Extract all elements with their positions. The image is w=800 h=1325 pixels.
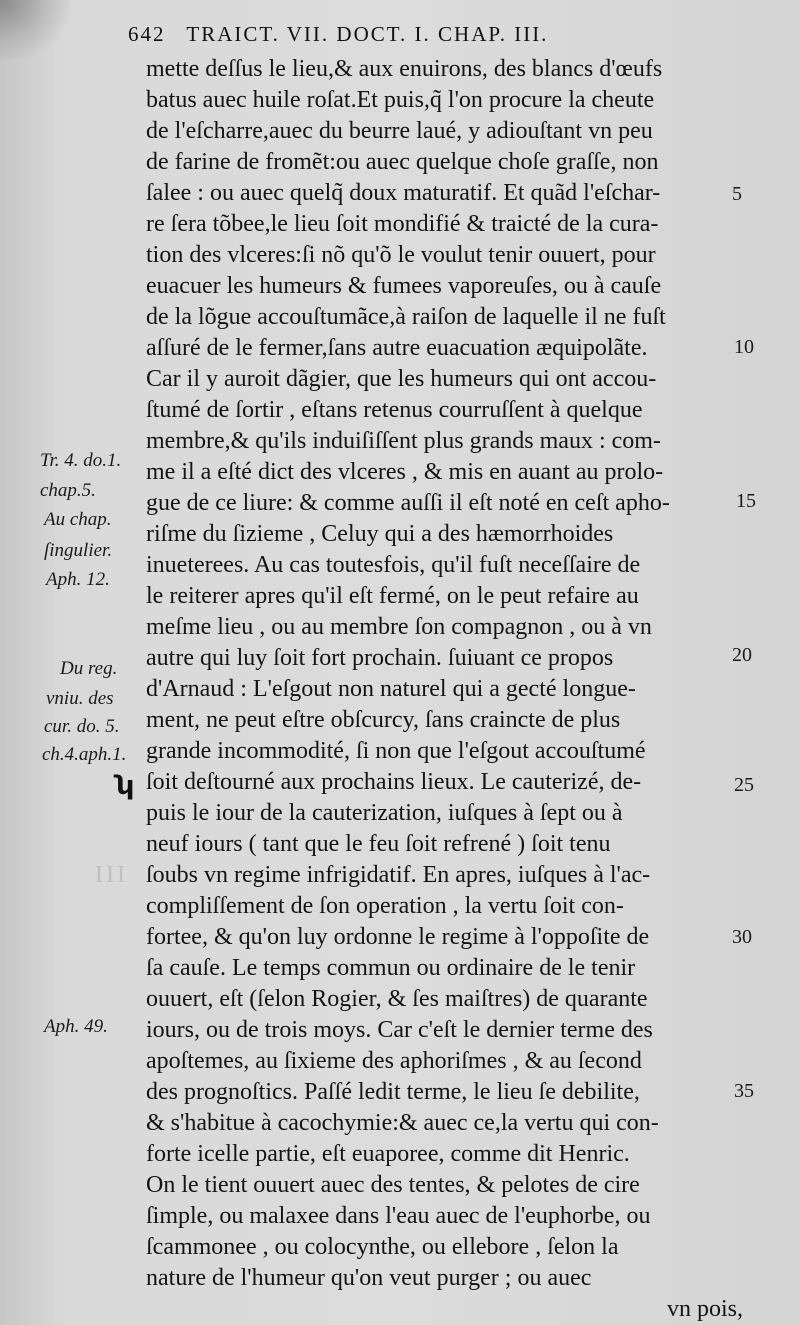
margin-note: Du reg. xyxy=(60,658,118,679)
text-line: batus auec huile roſat.Et puis,q̃ l'on procure la cheute xyxy=(146,87,655,113)
line-number: 30 xyxy=(732,926,752,948)
line-number: 10 xyxy=(734,336,754,358)
margin-note: Aph. 49. xyxy=(44,1016,108,1037)
running-head-title: TRAICT. VII. DOCT. I. CHAP. III. xyxy=(186,22,549,46)
text-line: des prognoſtics. Paſſé ledit terme, le lieu ſe debilite, xyxy=(146,1079,640,1105)
line-number: 5 xyxy=(732,183,742,205)
text-line: riſme du ſizieme , Celuy qui a des hæmorrhoides xyxy=(146,521,614,547)
margin-note: chap.5. xyxy=(40,480,96,501)
margin-note: Tr. 4. do.1. xyxy=(40,450,122,471)
text-line: puis le iour de la cauterization, iuſques à ſept ou à xyxy=(146,800,623,826)
text-line: ſoubs vn regime infrigidatif. En apres, iuſques à l'ac- xyxy=(146,862,651,888)
text-line: On le tient ouuert auec des tentes, & pelotes de cire xyxy=(146,1172,640,1198)
text-line: ſcammonee , ou colocynthe, ou ellebore , ſelon la xyxy=(146,1234,619,1260)
text-line: me il a eſté dict des vlceres , & mis en auant au prolo- xyxy=(146,459,664,485)
text-line: d'Arnaud : L'eſgout non naturel qui a gecté longue- xyxy=(146,676,636,702)
text-line: apoſtemes, au ſixieme des aphoriſmes , & au ſecond xyxy=(146,1048,642,1074)
margin-note: Au chap. xyxy=(44,509,112,530)
text-line: re ſera tõbee,le lieu ſoit mondifié & traicté de la cura- xyxy=(146,211,659,237)
margin-note: ch.4.aph.1. xyxy=(42,744,127,765)
text-line: nature de l'humeur qu'on veut purger ; ou auec xyxy=(146,1265,592,1291)
text-line: fortee, & qu'on luy ordonne le regime à l'oppoſite de xyxy=(146,924,650,950)
page-number: 642 xyxy=(128,22,166,46)
line-number: 35 xyxy=(734,1080,754,1102)
text-line: neuf iours ( tant que le feu ſoit refrené ) ſoit tenu xyxy=(146,831,611,857)
text-line: aſſuré de le fermer,ſans autre euacuation æquipolãte. xyxy=(146,335,648,361)
line-number: 20 xyxy=(732,644,752,666)
show-through-text: III xyxy=(95,862,128,888)
text-line: de l'eſcharre,auec du beurre laué, y adiouſtant vn peu xyxy=(146,118,653,144)
line-number: 15 xyxy=(736,490,756,512)
text-line: iours, ou de trois moys. Car c'eſt le dernier terme des xyxy=(146,1017,653,1043)
text-line: forte icelle partie, eſt euaporee, comme dit Henric. xyxy=(146,1141,630,1167)
text-line: le reiterer apres qu'il eſt fermé, on le peut refaire au xyxy=(146,583,639,609)
handwritten-mark: ʮ xyxy=(116,771,134,801)
text-line: & s'habitue à cacochymie:& auec ce,la vertu qui con- xyxy=(146,1110,659,1136)
text-line: inueterees. Au cas toutesfois, qu'il fuſt neceſſaire de xyxy=(146,552,641,578)
text-line: compliſſement de ſon operation , la vertu ſoit con- xyxy=(146,893,624,919)
text-line: tion des vlceres:ſi nõ qu'õ le voulut tenir ouuert, pour xyxy=(146,242,656,268)
text-line: de farine de fromẽt:ou auec quelque choſe graſſe, non xyxy=(146,149,659,175)
text-line: mette deſſus le lieu,& aux enuirons, des blancs d'œufs xyxy=(146,56,663,82)
text-line: autre qui luy ſoit fort prochain. ſuiuant ce propos xyxy=(146,645,614,671)
text-line: Car il y auroit dãgier, que les humeurs qui ont accou- xyxy=(146,366,657,392)
text-line: ſimple, ou malaxee dans l'eau auec de l'euphorbe, ou xyxy=(146,1203,651,1229)
text-line: vn pois, xyxy=(667,1296,744,1322)
text-line: meſme lieu , ou au membre ſon compagnon , ou à vn xyxy=(146,614,652,640)
text-line: ment, ne peut eſtre obſcurcy, ſans craincte de plus xyxy=(146,707,621,733)
text-line: ſalee : ou auec quelq̃ doux maturatif. Et quãd l'eſchar- xyxy=(146,180,661,206)
text-line: de la lõgue accouſtumãce,à raiſon de laquelle il ne fuſt xyxy=(146,304,666,330)
page-corner-shadow xyxy=(0,0,70,60)
line-number: 25 xyxy=(734,774,754,796)
text-line: gue de ce liure: & comme auſſi il eſt noté en ceſt apho- xyxy=(146,490,670,516)
text-line: membre,& qu'ils induiſiſſent plus grands maux : com- xyxy=(146,428,661,454)
margin-note: Aph. 12. xyxy=(46,569,110,590)
margin-note: vniu. des xyxy=(46,688,114,709)
text-line: ſoit deſtourné aux prochains lieux. Le cauterizé, de- xyxy=(146,769,642,795)
text-line: euacuer les humeurs & fumees vaporeuſes, ou à cauſe xyxy=(146,273,662,299)
text-line: ouuert, eſt (ſelon Rogier, & ſes maiſtres) de quarante xyxy=(146,986,648,1012)
text-line: ſtumé de ſortir , eſtans retenus courruſſent à quelque xyxy=(146,397,643,423)
text-line: ſa cauſe. Le temps commun ou ordinaire de le tenir xyxy=(146,955,636,981)
margin-note: ſingulier. xyxy=(44,540,113,561)
margin-note: cur. do. 5. xyxy=(44,716,120,737)
text-line: grande incommodité, ſi non que l'eſgout accouſtumé xyxy=(146,738,646,764)
running-header xyxy=(128,22,548,47)
